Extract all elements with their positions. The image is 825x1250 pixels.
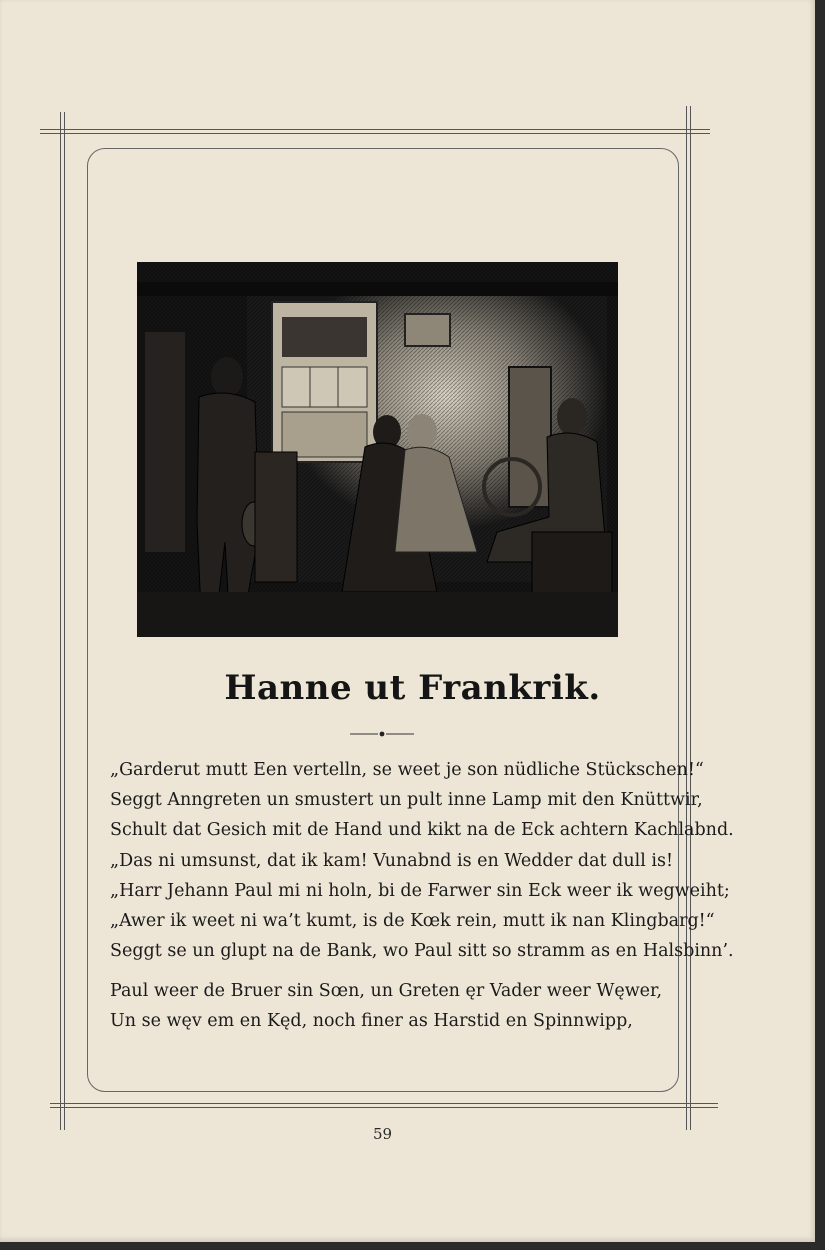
text-line: „Harr Jehann Paul mi ni holn, bi de Farwer sin Eck weer ik wegweiht; <box>110 880 730 901</box>
frame-right-rule-inner <box>690 106 691 1130</box>
frame-bottom-rule <box>50 1103 718 1104</box>
page-title: Hanne ut Frankrik. <box>224 668 601 708</box>
woodcut-illustration <box>137 262 618 637</box>
text-line: „Garderut mutt Een vertelln, se weet je son nüdliche Stückschen!“ <box>110 760 704 780</box>
frame-top-rule-inner <box>40 133 710 134</box>
text-line: Paul weer de Bruer sin Sœn, un Greten ęr Vader weer Węwer, <box>110 981 663 1001</box>
text-line: Schult dat Gesich mit de Hand und kikt na de Eck achtern Kachlabnd. <box>110 820 734 841</box>
text-line: „Awer ik weet ni wa’t kumt, is de Kœk rein, mutt ik nan Klingbarg!“ <box>110 910 715 931</box>
paragraph-2 <box>110 976 663 1036</box>
text-line: Seggt se un glupt na de Bank, wo Paul sitt so stramm as en Halsbinn’. <box>110 941 734 962</box>
text-line: „Das ni umsunst, dat ik kam! Vunabnd is en Wedder dat dull is! <box>110 850 673 871</box>
frame-top-rule <box>40 129 710 130</box>
divider-ornament-icon <box>350 728 414 740</box>
page-number: 59 <box>372 1125 393 1143</box>
frame-left-rule-inner <box>64 112 65 1130</box>
frame-right-rule <box>686 106 687 1130</box>
text-line: Un se węv em en Kęd, noch finer as Harstid en Spinnwipp, <box>110 1011 633 1032</box>
frame-left-rule <box>60 112 61 1130</box>
frame-bottom-rule-inner <box>50 1107 718 1108</box>
interior-scene-engraving <box>137 262 618 637</box>
text-line: Seggt Anngreten un smustert un pult inne Lamp mit den Knüttwir, <box>110 790 703 811</box>
paragraph-1 <box>110 755 734 966</box>
